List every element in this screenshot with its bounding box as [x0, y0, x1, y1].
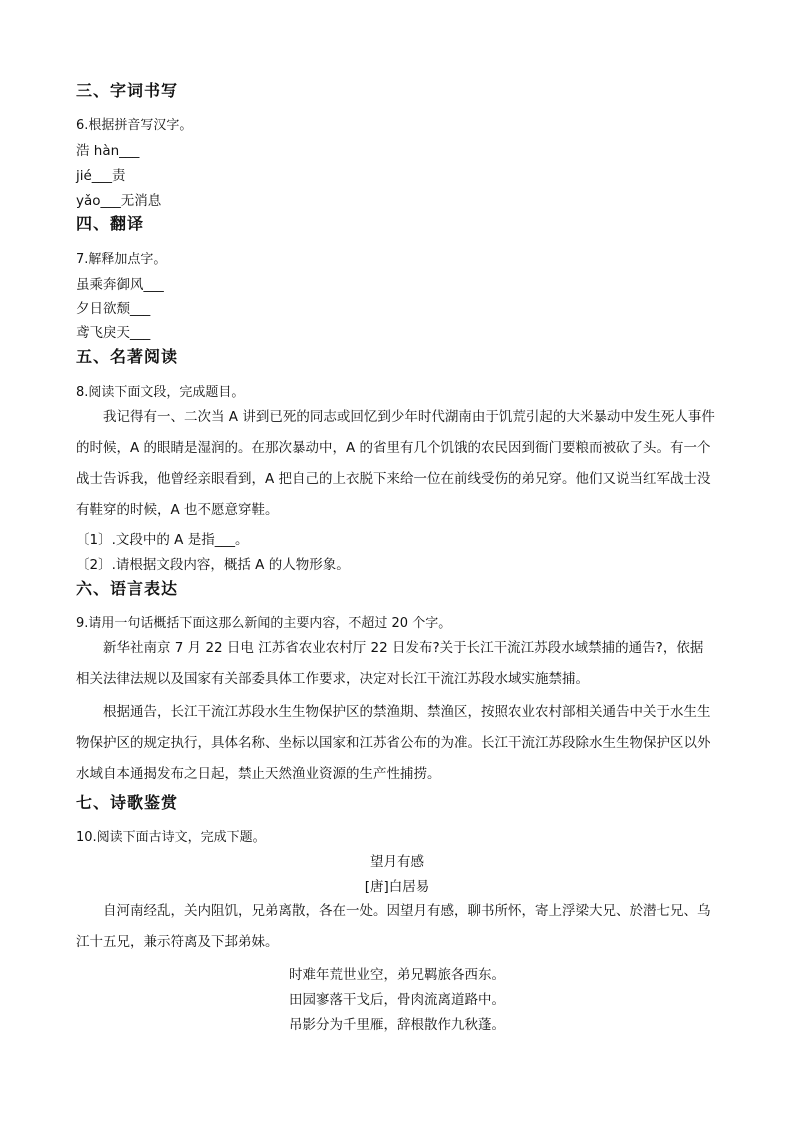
q8-passage — [76, 402, 716, 526]
question-6: 6.根据拼音写汉字。 — [76, 118, 193, 133]
question-9: 9.请用一句话概括下面这那么新闻的主要内容，不超过 20 个字。 — [76, 616, 452, 631]
question-10: 10.阅读下面古诗文，完成下题。 — [76, 830, 266, 845]
q7-item-1: 虽乘奔御风___ — [76, 277, 164, 293]
poem-title: 望月有感 — [370, 854, 424, 870]
q7-item-3: 鸢飞戾天___ — [76, 325, 151, 341]
poem-preface-text: 自河南经乱，关内阻饥，兄弟离散，各在一处。因望月有感，聊书所怀，寄上浮梁大兄、於潜七兄、乌江十五兄，兼示符离及下邽弟妹。 — [76, 903, 711, 950]
question-8: 8.阅读下面文段，完成题目。 — [76, 385, 245, 400]
poem-line-2: 田园寥落干戈后，骨肉流离道路中。 — [289, 992, 505, 1008]
q6-item-2: jié___责 — [76, 168, 126, 184]
q9-para-1 — [76, 633, 716, 695]
poem-author: [唐]白居易 — [364, 879, 430, 895]
q8-sub-2: 〔2〕.请根据文段内容，概括 A 的人物形象。 — [76, 557, 350, 573]
section-heading-3: 三、字词书写 — [76, 81, 179, 100]
q9-para-2-text: 根据通告，长江干流江苏段水生生物保护区的禁渔期、禁渔区，按照农业农村部相关通告中关于水生生物保护区的规定执行，具体名称、坐标以国家和江苏省公布的为准。长江干流江苏段除水生生物保护区以外水域自本通揭发布之日起，禁止天然渔业资源的生产性捕捞。 — [76, 704, 711, 782]
q6-item-1: 浩 hàn___ — [76, 143, 140, 159]
section-heading-5: 五、名著阅读 — [76, 347, 179, 366]
poem-line-3: 吊影分为千里雁，辞根散作九秋蓬。 — [289, 1017, 505, 1033]
q8-sub-1: 〔1〕.文段中的 A 是指___。 — [76, 532, 249, 548]
section-heading-7: 七、诗歌鉴赏 — [76, 793, 179, 812]
section-heading-4: 四、翻译 — [76, 214, 145, 233]
q9-para-2 — [76, 697, 716, 790]
q9-para-1-text: 新华社南京 7 月 22 日电 江苏省农业农村厅 22 日发布?关于长江干流江苏段水域禁捕的通告?，依据相关法律法规以及国家有关部委具体工作要求，决定对长江干流江苏段水域实施禁捕。 — [76, 640, 704, 687]
q6-item-3: yǎo___无消息 — [76, 193, 162, 209]
question-7: 7.解释加点字。 — [76, 252, 167, 267]
poem-line-1: 时难年荒世业空，弟兄羁旅各西东。 — [289, 967, 505, 983]
q7-item-2: 夕日欲颓___ — [76, 301, 151, 317]
poem-preface — [76, 896, 716, 958]
section-heading-6: 六、语言表达 — [76, 579, 179, 598]
q8-passage-text: 我记得有一、二次当 A 讲到已死的同志或回忆到少年时代湖南由于饥荒引起的大米暴动中发生死人事件的时候，A 的眼睛是湿润的。在那次暴动中，A 的省里有几个饥饿的农民因到衙门要粮而被砍了头。有一个战士告诉我，他曾经亲眼看到，A 把自己的上衣脱下来给一位在前线受伤的弟兄穿。他们又说当红军战士没有鞋穿的时候，A 也不愿意穿鞋。 — [76, 409, 715, 518]
